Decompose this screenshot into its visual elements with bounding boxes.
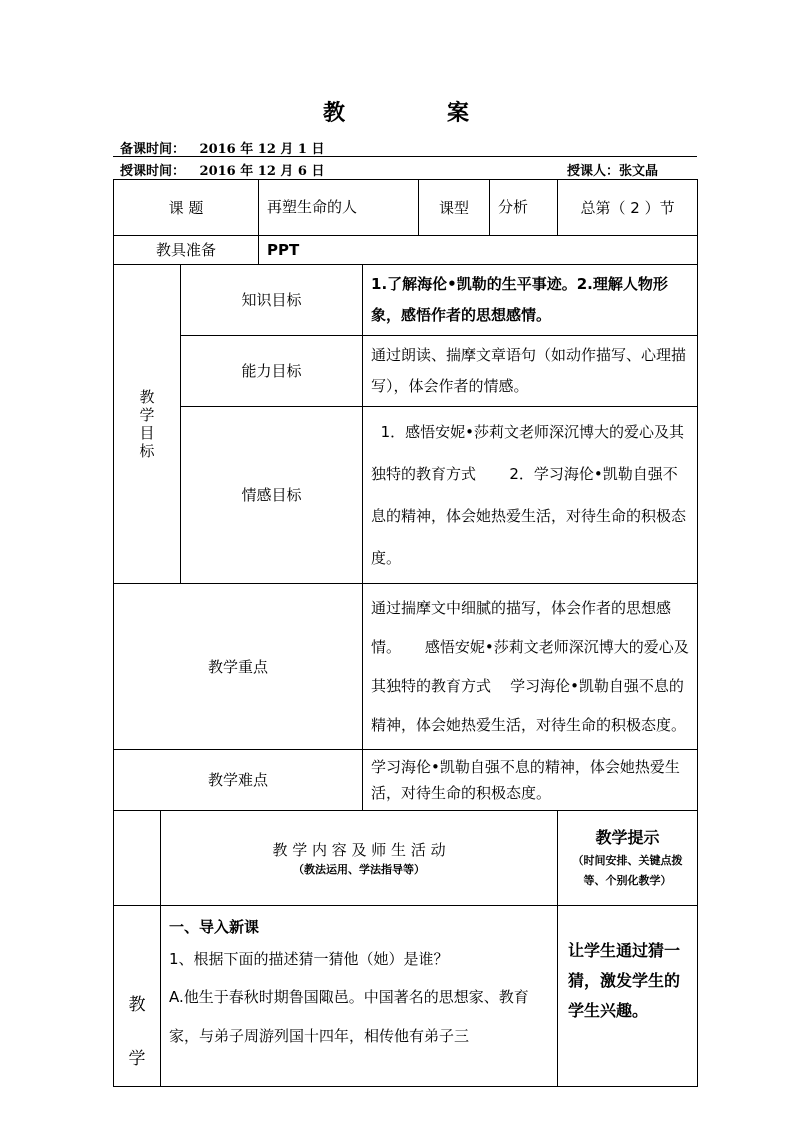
teacher-name: 授课人：张文晶	[567, 164, 659, 179]
section-number: 总第（ 2 ）节	[558, 180, 698, 236]
row-ability-goal	[114, 336, 698, 407]
topic-label: 课 题	[114, 180, 259, 236]
teaching-hints-header	[558, 811, 698, 906]
content-hint: 让学生通过猜一猜，激发学生的学生兴趣。	[558, 906, 698, 1087]
emotion-goal-label: 情感目标	[181, 407, 363, 584]
teaching-goals-label	[114, 265, 181, 584]
row-tools	[114, 236, 698, 265]
knowledge-goal-label: 知识目标	[181, 265, 363, 336]
title-char-1: 教	[322, 101, 347, 126]
emotion-goal-text: 1．感悟安妮•莎莉文老师深沉博大的爱心及其独特的教育方式 2．学习海伦•凯勒自强不息的精神，体会她热爱生活，对待生命的积极态度。	[363, 407, 698, 584]
ability-goal-label: 能力目标	[181, 336, 363, 407]
activity-subtitle: （教法运用、学法指导等）	[293, 863, 426, 876]
topic-value: 再塑生命的人	[259, 180, 419, 236]
activity-header-blank	[114, 811, 161, 906]
teach-time-label: 授课时间：	[120, 164, 186, 179]
row-content	[114, 906, 698, 1087]
activity-title: 教 学 内 容 及 师 生 活 动	[272, 841, 446, 859]
lesson-plan-table	[113, 179, 698, 1087]
difficult-points-label: 教学难点	[114, 750, 363, 811]
row-activity-header	[114, 811, 698, 906]
hints-subtitle: （时间安排、关键点拨等、个别化教学）	[572, 854, 683, 887]
prep-time-label: 备课时间：	[120, 142, 186, 157]
side-char-2: 学	[128, 1049, 146, 1069]
teach-time	[120, 160, 325, 179]
goals-char-1: 教	[139, 388, 155, 406]
content-option-a: A.他生于春秋时期鲁国陬邑。中国著名的思想家、教育家，与弟子周游列国十四年，相传他有弟子三	[169, 988, 529, 1045]
row-knowledge-goal	[114, 265, 698, 336]
hints-title: 教学提示	[595, 828, 660, 847]
document-title	[0, 96, 794, 127]
content-question: 1、根据下面的描述猜一猜他（她）是谁？	[169, 950, 449, 968]
lesson-type-value: 分析	[490, 180, 558, 236]
prep-time	[120, 138, 325, 157]
goals-char-2: 学	[139, 406, 155, 424]
knowledge-goal-text: 1.了解海伦•凯勒的生平事迹。2.理解人物形象，感悟作者的思想感情。	[363, 265, 698, 336]
teach-time-value: 2016 年 12 月 6 日	[199, 164, 325, 179]
row-difficult-points	[114, 750, 698, 811]
content-heading: 一、导入新课	[169, 918, 260, 936]
prep-time-value: 2016 年 12 月 1 日	[199, 142, 325, 157]
lesson-type-label: 课型	[419, 180, 490, 236]
content-side-label	[114, 906, 161, 1087]
key-points-text: 通过揣摩文中细腻的描写，体会作者的思想感情。 感悟安妮•莎莉文老师深沉博大的爱心及其独特的教育方式 学习海伦•凯勒自强不息的精神，体会她热爱生活，对待生命的积极态度。	[363, 584, 698, 750]
activity-header	[161, 811, 558, 906]
ability-goal-text: 通过朗读、揣摩文章语句（如动作描写、心理描写），体会作者的情感。	[363, 336, 698, 407]
goals-char-4: 标	[139, 442, 155, 460]
row-key-points	[114, 584, 698, 750]
key-points-label: 教学重点	[114, 584, 363, 750]
tools-label: 教具准备	[114, 236, 259, 265]
content-body	[161, 906, 558, 1087]
title-char-2: 案	[447, 101, 472, 126]
row-topic	[114, 180, 698, 236]
row-emotion-goal	[114, 407, 698, 584]
difficult-points-text: 学习海伦•凯勒自强不息的精神，体会她热爱生活，对待生命的积极态度。	[363, 750, 698, 811]
divider-line	[113, 156, 697, 157]
side-char-1: 教	[128, 995, 146, 1015]
tools-value: PPT	[259, 236, 698, 265]
goals-char-3: 目	[139, 424, 155, 442]
